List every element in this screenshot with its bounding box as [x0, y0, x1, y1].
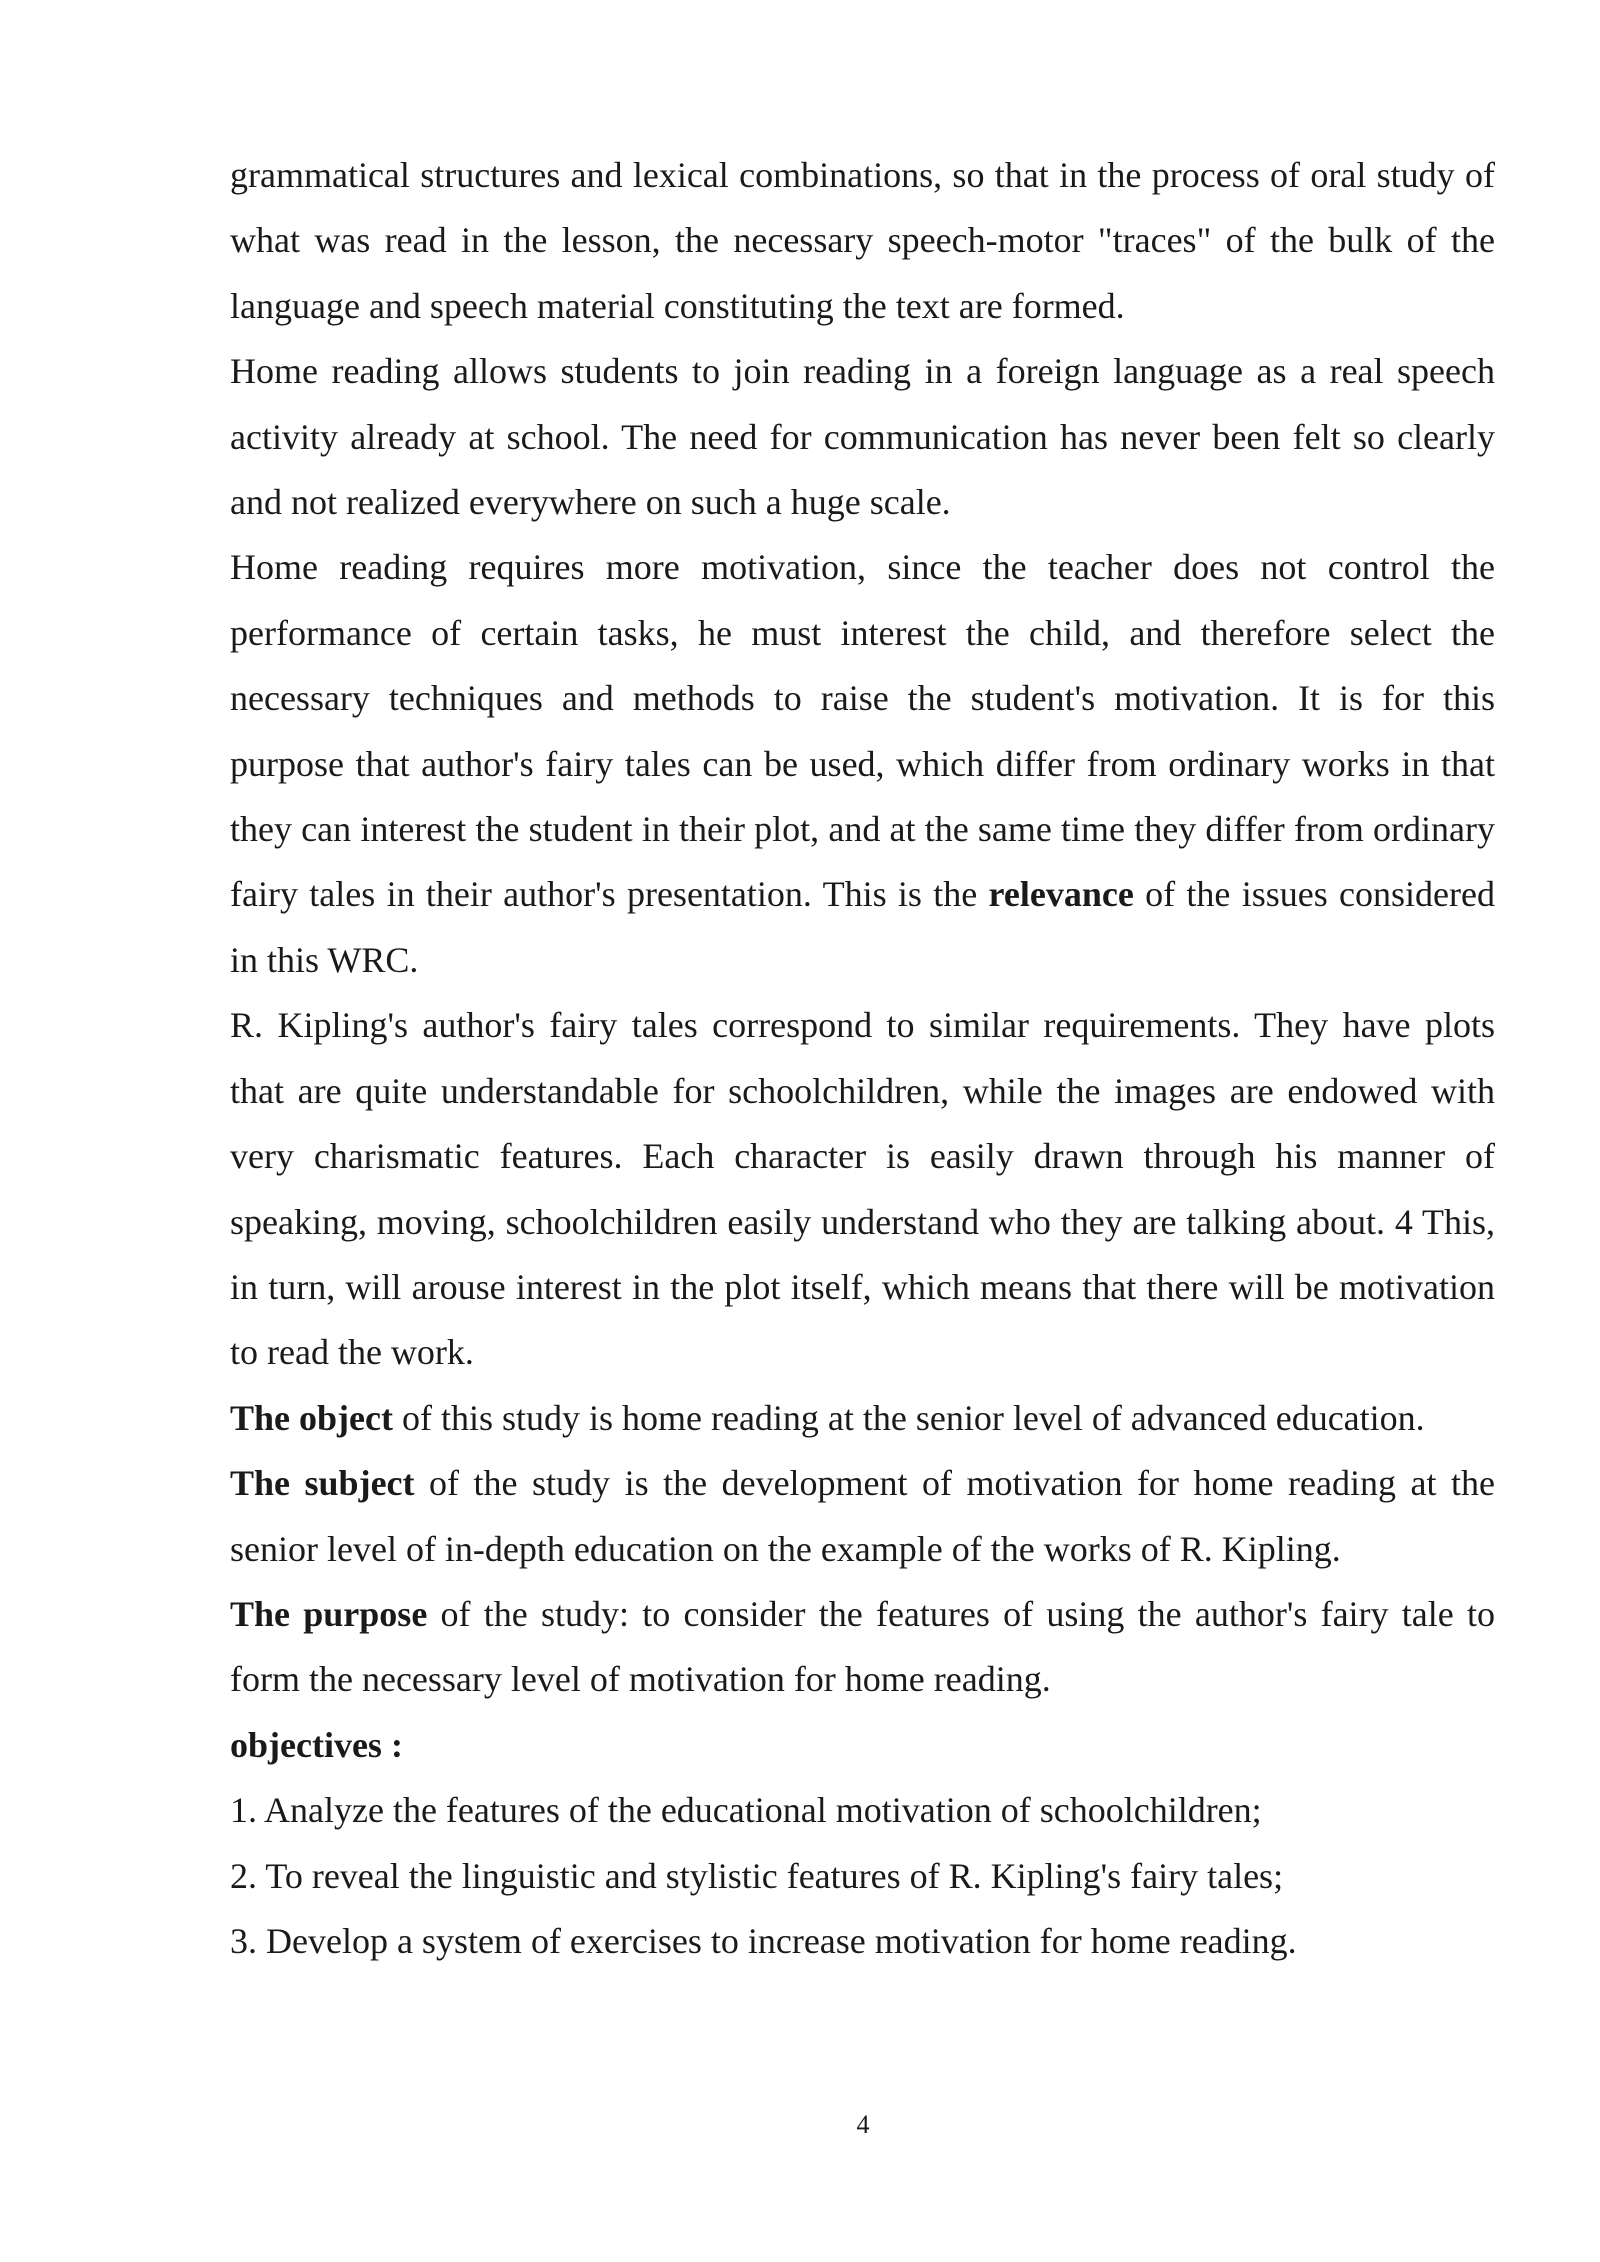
objective-item: 2. To reveal the linguistic and stylistic features of R. Kipling's fairy tales; — [230, 1855, 1284, 1896]
object-term: The object — [230, 1397, 393, 1438]
relevance-term: relevance — [988, 874, 1134, 915]
paragraph-subject — [230, 1451, 1495, 1582]
paragraph-home-reading-activity: Home reading allows students to join reading in a foreign language as a real speech activity already at school. The need for communication has never been felt so clearly and not realized everywhere on such a huge scale. — [230, 351, 1495, 523]
subject-term: The subject — [230, 1463, 415, 1504]
objectives-heading: objectives : — [230, 1724, 403, 1765]
relevance-text-before: Home reading requires more motivation, since the teacher does not control the performance of certain tasks, he must interest the child, and therefore select the necessary techniques and methods to raise the student's motivation. It is for this purpose that author's fairy tales can be used, which differ from ordinary works in that they can interest the student in their plot, and at the same time they differ from ordinary fairy tales in their author's presentation. This is the — [230, 547, 1495, 915]
paragraph-relevance — [230, 535, 1495, 993]
objective-item: 1. Analyze the features of the educational motivation of schoolchildren; — [230, 1790, 1262, 1831]
paragraph-purpose — [230, 1582, 1495, 1713]
relevance-text-after: of the issues considered in this WRC. — [230, 874, 1495, 980]
paragraph-object — [230, 1386, 1495, 1451]
paragraph-kipling-tales: R. Kipling's author's fairy tales correspond to similar requirements. They have plots that are quite understandable for schoolchildren, while the images are endowed with very charismatic features. Each character is easily drawn through his manner of speaking, moving, schoolchildren easily understand who they are talking about. 4 This, in turn, will arouse interest in the plot itself, which means that there will be motivation to read the work. — [230, 1005, 1495, 1373]
object-text: of this study is home reading at the senior level of advanced education. — [392, 1397, 1425, 1438]
paragraph-continuation: grammatical structures and lexical combinations, so that in the process of oral study of what was read in the lesson, the necessary speech-motor "traces" of the bulk of the language and speech material constituting the text are formed. — [230, 155, 1495, 326]
purpose-text: of the study: to consider the features of using the author's fairy tale to form the necessary level of motivation for home reading. — [230, 1593, 1495, 1700]
subject-text: of the study is the development of motivation for home reading at the senior level of in-depth education on the example of the works of R. Kipling. — [230, 1463, 1495, 1569]
purpose-term: The purpose — [230, 1593, 428, 1634]
objective-item: 3. Develop a system of exercises to increase motivation for home reading. — [230, 1920, 1297, 1961]
page-number: 4 — [856, 2110, 870, 2139]
page-body — [230, 143, 1495, 1974]
